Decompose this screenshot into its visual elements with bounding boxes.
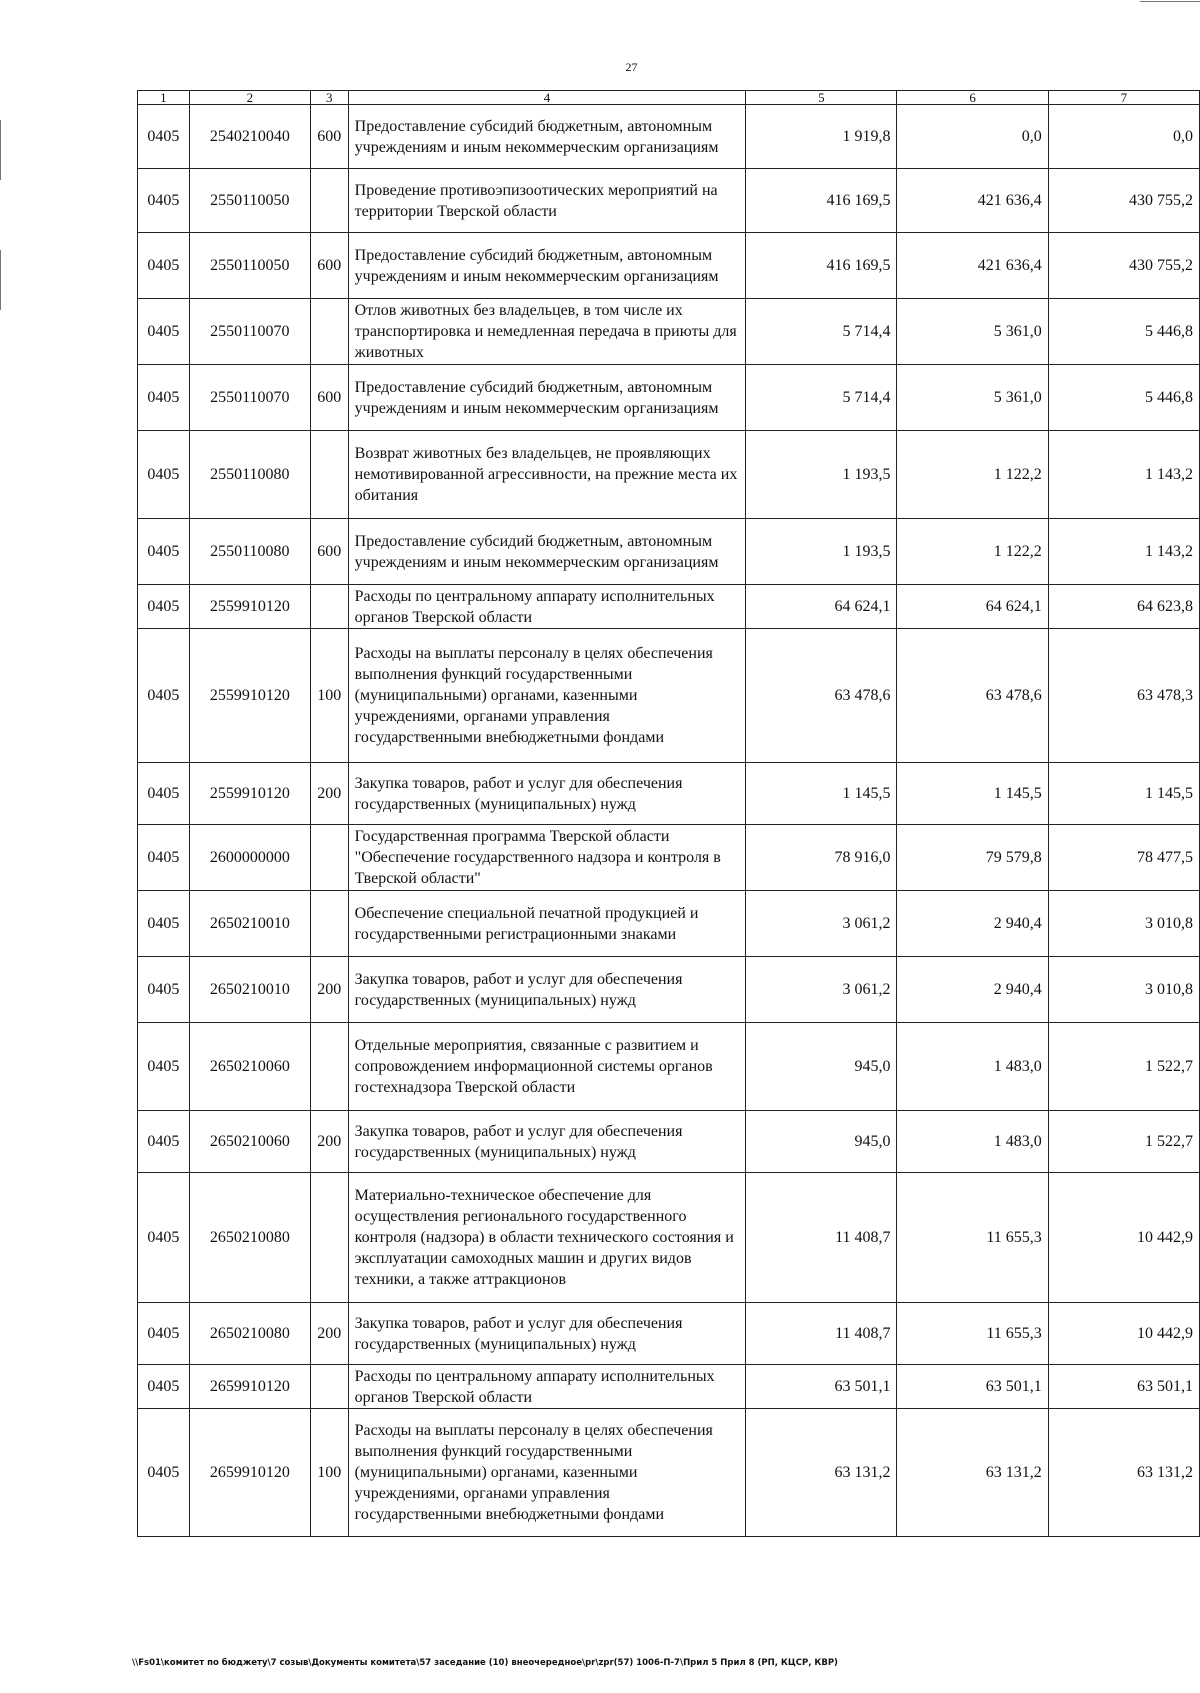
- section-cell: 0405: [138, 233, 190, 299]
- table-row: [138, 825, 1200, 891]
- section-cell: 0405: [138, 1173, 190, 1303]
- amount-6-cell: 11 655,3: [897, 1173, 1048, 1303]
- amount-5-cell: 416 169,5: [746, 233, 897, 299]
- code-cell: 2650210080: [189, 1303, 310, 1365]
- amount-7-cell: 1 522,7: [1048, 1111, 1199, 1173]
- amount-5-cell: 63 501,1: [746, 1365, 897, 1409]
- section-cell: 0405: [138, 431, 190, 519]
- amount-6-cell: 63 501,1: [897, 1365, 1048, 1409]
- code-cell: 2659910120: [189, 1409, 310, 1537]
- type-cell: [310, 1023, 348, 1111]
- section-cell: 0405: [138, 1023, 190, 1111]
- type-cell: 200: [310, 763, 348, 825]
- name-cell: Предоставление субсидий бюджетным, автономным учреждениям и иным некоммерческим организациям: [348, 365, 746, 431]
- code-cell: 2559910120: [189, 629, 310, 763]
- name-cell: Возврат животных без владельцев, не проявляющих немотивированной агрессивности, на прежние места их обитания: [348, 431, 746, 519]
- scan-edge-mark: [1140, 1, 1200, 2]
- amount-7-cell: 430 755,2: [1048, 169, 1199, 233]
- code-cell: 2550110050: [189, 233, 310, 299]
- type-cell: [310, 169, 348, 233]
- code-cell: 2659910120: [189, 1365, 310, 1409]
- section-cell: 0405: [138, 365, 190, 431]
- amount-5-cell: 3 061,2: [746, 957, 897, 1023]
- column-header: 6: [897, 91, 1048, 105]
- amount-6-cell: 2 940,4: [897, 957, 1048, 1023]
- section-cell: 0405: [138, 169, 190, 233]
- type-cell: [310, 585, 348, 629]
- name-cell: Материально-техническое обеспечение для осуществления регионального государственного контроля (надзора) в области технического состояния и эксплуатации самоходных машин и других видов техники, а также аттракционов: [348, 1173, 746, 1303]
- name-cell: Закупка товаров, работ и услуг для обеспечения государственных (муниципальных) нужд: [348, 1303, 746, 1365]
- code-cell: 2650210010: [189, 891, 310, 957]
- section-cell: 0405: [138, 105, 190, 169]
- code-cell: 2650210060: [189, 1023, 310, 1111]
- amount-6-cell: 5 361,0: [897, 299, 1048, 365]
- amount-5-cell: 1 193,5: [746, 431, 897, 519]
- budget-table: [137, 90, 1200, 1537]
- amount-7-cell: 5 446,8: [1048, 299, 1199, 365]
- section-cell: 0405: [138, 957, 190, 1023]
- amount-5-cell: 416 169,5: [746, 169, 897, 233]
- type-cell: [310, 1173, 348, 1303]
- name-cell: Обеспечение специальной печатной продукцией и государственными регистрационными знаками: [348, 891, 746, 957]
- section-cell: 0405: [138, 1303, 190, 1365]
- name-cell: Предоставление субсидий бюджетным, автономным учреждениям и иным некоммерческим организациям: [348, 105, 746, 169]
- name-cell: Расходы на выплаты персоналу в целях обеспечения выполнения функций государственными (муниципальными) органами, казенными учреждениями, органами управления государственными внебюджетными фондами: [348, 1409, 746, 1537]
- table-row: [138, 299, 1200, 365]
- amount-5-cell: 945,0: [746, 1023, 897, 1111]
- table-row: [138, 1023, 1200, 1111]
- name-cell: Государственная программа Тверской области "Обеспечение государственного надзора и контроля в Тверской области": [348, 825, 746, 891]
- amount-5-cell: 63 131,2: [746, 1409, 897, 1537]
- column-header: 4: [348, 91, 746, 105]
- amount-6-cell: 1 483,0: [897, 1023, 1048, 1111]
- type-cell: 100: [310, 629, 348, 763]
- table-row: [138, 519, 1200, 585]
- code-cell: 2559910120: [189, 763, 310, 825]
- amount-6-cell: 63 131,2: [897, 1409, 1048, 1537]
- column-header: 3: [310, 91, 348, 105]
- amount-5-cell: 1 919,8: [746, 105, 897, 169]
- amount-6-cell: 1 122,2: [897, 519, 1048, 585]
- amount-6-cell: 79 579,8: [897, 825, 1048, 891]
- name-cell: Расходы по центральному аппарату исполнительных органов Тверской области: [348, 585, 746, 629]
- amount-7-cell: 63 131,2: [1048, 1409, 1199, 1537]
- amount-6-cell: 1 145,5: [897, 763, 1048, 825]
- amount-5-cell: 64 624,1: [746, 585, 897, 629]
- amount-5-cell: 945,0: [746, 1111, 897, 1173]
- type-cell: 200: [310, 1111, 348, 1173]
- type-cell: [310, 825, 348, 891]
- code-cell: 2550110080: [189, 431, 310, 519]
- type-cell: [310, 431, 348, 519]
- name-cell: Предоставление субсидий бюджетным, автономным учреждениям и иным некоммерческим организациям: [348, 233, 746, 299]
- amount-5-cell: 11 408,7: [746, 1303, 897, 1365]
- type-cell: 200: [310, 1303, 348, 1365]
- amount-7-cell: 5 446,8: [1048, 365, 1199, 431]
- amount-5-cell: 11 408,7: [746, 1173, 897, 1303]
- page-number: 27: [625, 60, 638, 74]
- amount-7-cell: 10 442,9: [1048, 1303, 1199, 1365]
- name-cell: Расходы на выплаты персоналу в целях обеспечения выполнения функций государственными (муниципальными) органами, казенными учреждениями, органами управления государственными внебюджетными фондами: [348, 629, 746, 763]
- name-cell: Предоставление субсидий бюджетным, автономным учреждениям и иным некоммерческим организациям: [348, 519, 746, 585]
- code-cell: 2540210040: [189, 105, 310, 169]
- amount-5-cell: 5 714,4: [746, 299, 897, 365]
- table-row: [138, 431, 1200, 519]
- section-cell: 0405: [138, 299, 190, 365]
- type-cell: 100: [310, 1409, 348, 1537]
- table-row: [138, 585, 1200, 629]
- type-cell: [310, 299, 348, 365]
- section-cell: 0405: [138, 585, 190, 629]
- name-cell: Проведение противоэпизоотических мероприятий на территории Тверской области: [348, 169, 746, 233]
- table-row: [138, 365, 1200, 431]
- amount-7-cell: 0,0: [1048, 105, 1199, 169]
- section-cell: 0405: [138, 519, 190, 585]
- type-cell: 600: [310, 233, 348, 299]
- type-cell: 600: [310, 519, 348, 585]
- footer-file-path: \\Fs01\комитет по бюджету\7 созыв\Документы комитета\57 заседание (10) внеочередное\pr\zpr(57) 1006-П-7\Прил 5 Прил 8 (РП, КЦСР, КВР): [132, 1658, 838, 1668]
- type-cell: 600: [310, 365, 348, 431]
- column-header: 1: [138, 91, 190, 105]
- amount-7-cell: 3 010,8: [1048, 891, 1199, 957]
- code-cell: 2650210060: [189, 1111, 310, 1173]
- name-cell: Закупка товаров, работ и услуг для обеспечения государственных (муниципальных) нужд: [348, 763, 746, 825]
- section-cell: 0405: [138, 763, 190, 825]
- amount-6-cell: 2 940,4: [897, 891, 1048, 957]
- table-row: [138, 891, 1200, 957]
- code-cell: 2600000000: [189, 825, 310, 891]
- amount-6-cell: 64 624,1: [897, 585, 1048, 629]
- amount-6-cell: 1 122,2: [897, 431, 1048, 519]
- code-cell: 2550110080: [189, 519, 310, 585]
- budget-table-container: [137, 90, 1200, 1537]
- amount-5-cell: 1 193,5: [746, 519, 897, 585]
- section-cell: 0405: [138, 1409, 190, 1537]
- section-cell: 0405: [138, 825, 190, 891]
- amount-5-cell: 5 714,4: [746, 365, 897, 431]
- amount-7-cell: 78 477,5: [1048, 825, 1199, 891]
- column-header: 7: [1048, 91, 1199, 105]
- amount-7-cell: 1 145,5: [1048, 763, 1199, 825]
- table-row: [138, 763, 1200, 825]
- code-cell: 2559910120: [189, 585, 310, 629]
- name-cell: Отдельные мероприятия, связанные с развитием и сопровождением информационной системы органов гостехнадзора Тверской области: [348, 1023, 746, 1111]
- type-cell: [310, 891, 348, 957]
- amount-6-cell: 421 636,4: [897, 169, 1048, 233]
- amount-5-cell: 1 145,5: [746, 763, 897, 825]
- name-cell: Закупка товаров, работ и услуг для обеспечения государственных (муниципальных) нужд: [348, 957, 746, 1023]
- table-row: [138, 233, 1200, 299]
- section-cell: 0405: [138, 629, 190, 763]
- table-row: [138, 629, 1200, 763]
- section-cell: 0405: [138, 1365, 190, 1409]
- section-cell: 0405: [138, 891, 190, 957]
- amount-7-cell: 1 522,7: [1048, 1023, 1199, 1111]
- table-row: [138, 1365, 1200, 1409]
- type-cell: 200: [310, 957, 348, 1023]
- amount-7-cell: 1 143,2: [1048, 519, 1199, 585]
- column-header: 2: [189, 91, 310, 105]
- table-row: [138, 105, 1200, 169]
- table-row: [138, 957, 1200, 1023]
- table-row: [138, 1111, 1200, 1173]
- scan-edge-mark: [0, 250, 1, 310]
- type-cell: [310, 1365, 348, 1409]
- name-cell: Расходы по центральному аппарату исполнительных органов Тверской области: [348, 1365, 746, 1409]
- column-number-row: [138, 91, 1200, 105]
- amount-6-cell: 5 361,0: [897, 365, 1048, 431]
- amount-6-cell: 0,0: [897, 105, 1048, 169]
- amount-7-cell: 10 442,9: [1048, 1173, 1199, 1303]
- code-cell: 2550110070: [189, 365, 310, 431]
- amount-7-cell: 63 478,3: [1048, 629, 1199, 763]
- amount-7-cell: 64 623,8: [1048, 585, 1199, 629]
- code-cell: 2650210010: [189, 957, 310, 1023]
- amount-6-cell: 11 655,3: [897, 1303, 1048, 1365]
- name-cell: Отлов животных без владельцев, в том числе их транспортировка и немедленная передача в приюты для животных: [348, 299, 746, 365]
- code-cell: 2650210080: [189, 1173, 310, 1303]
- code-cell: 2550110050: [189, 169, 310, 233]
- table-row: [138, 169, 1200, 233]
- amount-7-cell: 1 143,2: [1048, 431, 1199, 519]
- table-row: [138, 1303, 1200, 1365]
- amount-5-cell: 63 478,6: [746, 629, 897, 763]
- amount-7-cell: 430 755,2: [1048, 233, 1199, 299]
- column-header: 5: [746, 91, 897, 105]
- amount-7-cell: 63 501,1: [1048, 1365, 1199, 1409]
- amount-7-cell: 3 010,8: [1048, 957, 1199, 1023]
- code-cell: 2550110070: [189, 299, 310, 365]
- amount-6-cell: 1 483,0: [897, 1111, 1048, 1173]
- amount-6-cell: 63 478,6: [897, 629, 1048, 763]
- scan-edge-mark: [0, 120, 1, 180]
- table-row: [138, 1409, 1200, 1537]
- amount-5-cell: 78 916,0: [746, 825, 897, 891]
- type-cell: 600: [310, 105, 348, 169]
- table-row: [138, 1173, 1200, 1303]
- name-cell: Закупка товаров, работ и услуг для обеспечения государственных (муниципальных) нужд: [348, 1111, 746, 1173]
- amount-6-cell: 421 636,4: [897, 233, 1048, 299]
- section-cell: 0405: [138, 1111, 190, 1173]
- amount-5-cell: 3 061,2: [746, 891, 897, 957]
